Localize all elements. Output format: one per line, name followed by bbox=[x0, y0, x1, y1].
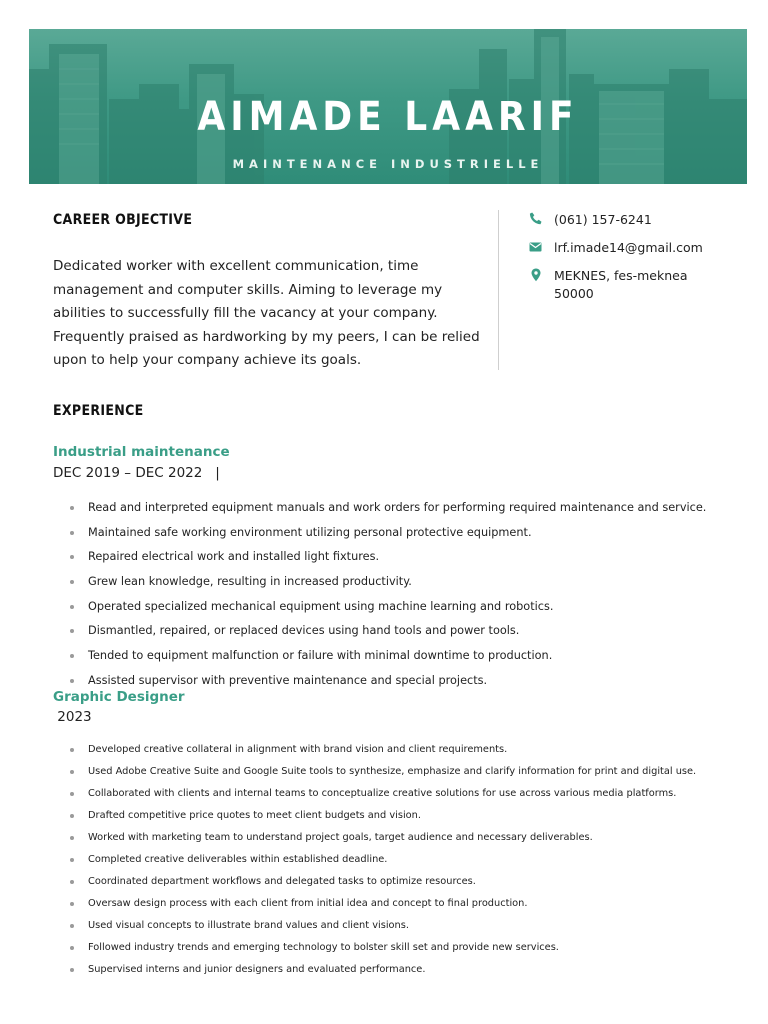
phone-number: (061) 157-6241 bbox=[554, 212, 652, 227]
list-item: Operated specialized mechanical equipment using machine learning and robotics. bbox=[53, 600, 733, 625]
list-item: Coordinated department workflows and delegated tasks to optimize resources. bbox=[53, 876, 733, 898]
list-item: Read and interpreted equipment manuals and work orders for performing required maintenance and service. bbox=[53, 501, 733, 526]
email-icon bbox=[528, 239, 544, 255]
list-item: Dismantled, repaired, or replaced devices using hand tools and power tools. bbox=[53, 624, 733, 649]
list-item: Assisted supervisor with preventive maintenance and special projects. bbox=[53, 674, 733, 699]
list-item: Repaired electrical work and installed light fixtures. bbox=[53, 550, 733, 575]
list-item: Oversaw design process with each client from initial idea and concept to final production. bbox=[53, 898, 733, 920]
header-banner bbox=[29, 29, 747, 184]
address-line-1: MEKNES, fes-meknea bbox=[554, 268, 688, 283]
list-item: Developed creative collateral in alignment with brand vision and client requirements. bbox=[53, 744, 733, 766]
phone-icon bbox=[528, 211, 544, 227]
candidate-job-title: MAINTENANCE INDUSTRIELLE bbox=[232, 157, 544, 171]
list-item: Grew lean knowledge, resulting in increased productivity. bbox=[53, 575, 733, 600]
job-2-responsibilities bbox=[53, 744, 733, 986]
job-title-1: Industrial maintenance bbox=[53, 444, 230, 460]
experience-heading: EXPERIENCE bbox=[53, 403, 144, 419]
list-item: Maintained safe working environment utilizing personal protective equipment. bbox=[53, 526, 733, 551]
address-line-2: 50000 bbox=[554, 286, 594, 301]
job-date-2: 2023 bbox=[53, 709, 92, 725]
job-1-responsibilities bbox=[53, 501, 733, 699]
list-item: Used visual concepts to illustrate brand values and client visions. bbox=[53, 920, 733, 942]
candidate-name: AIMADE LAARIF bbox=[197, 94, 579, 140]
list-item: Drafted competitive price quotes to meet client budgets and vision. bbox=[53, 810, 733, 832]
job-date-1: DEC 2019 – DEC 2022 | bbox=[53, 465, 220, 481]
list-item: Followed industry trends and emerging technology to bolster skill set and provide new services. bbox=[53, 942, 733, 964]
list-item: Worked with marketing team to understand project goals, target audience and necessary deliverables. bbox=[53, 832, 733, 854]
list-item: Used Adobe Creative Suite and Google Suite tools to synthesize, emphasize and clarify information for print and digital use. bbox=[53, 766, 733, 788]
career-objective-text: Dedicated worker with excellent communication, time management and computer skills. Aiming to leverage my abilities to successfully fill the vacancy at your company. Frequently praised as hardworking by my peers, I can be relied upon to help your company achieve its goals. bbox=[53, 258, 480, 368]
list-item: Completed creative deliverables within established deadline. bbox=[53, 854, 733, 876]
job-title-2: Graphic Designer bbox=[53, 689, 185, 705]
list-item: Collaborated with clients and internal teams to conceptualize creative solutions for use across various media platforms. bbox=[53, 788, 733, 810]
list-item: Supervised interns and junior designers and evaluated performance. bbox=[53, 964, 733, 986]
email-address: lrf.imade14@gmail.com bbox=[554, 240, 703, 255]
location-pin-icon bbox=[528, 267, 544, 283]
career-objective-heading: CAREER OBJECTIVE bbox=[53, 212, 193, 228]
column-divider bbox=[498, 210, 499, 370]
list-item: Tended to equipment malfunction or failure with minimal downtime to production. bbox=[53, 649, 733, 674]
